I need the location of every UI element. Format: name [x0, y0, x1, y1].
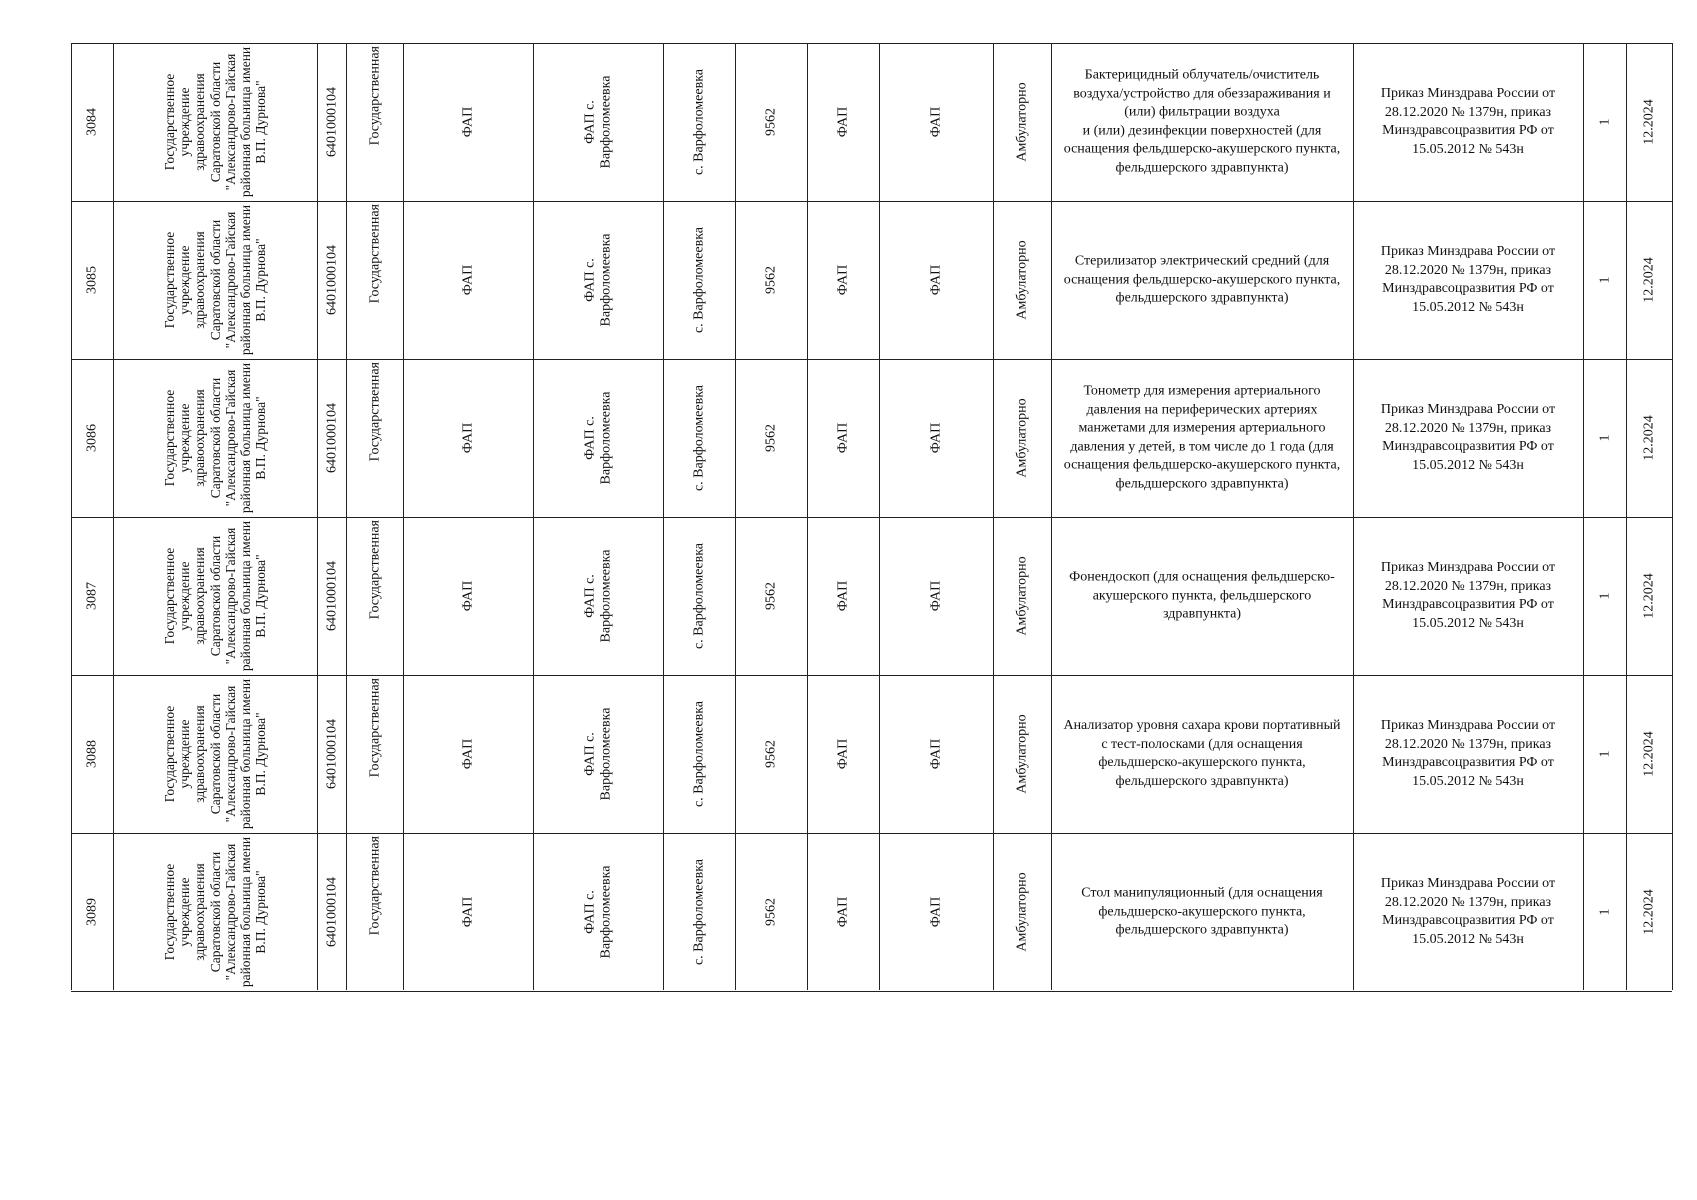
cell-quantity-text: 1 [1596, 434, 1612, 442]
cell-equipment-text: Бактерицидный облучатель/очиститель воздуха/устройство для обеззараживания и (или) фильтрации воздуха и (или) дезинфекции поверхностей (для оснащения фельдшерско-акушерского пункта, фельдшерского здравпункта) [1063, 67, 1341, 175]
grid-horizontal-line [71, 517, 1672, 518]
cell-type-3 [879, 43, 993, 201]
cell-ownership-text: Государственная [366, 362, 382, 462]
cell-number [71, 359, 113, 517]
cell-organization-text: Государственное учреждение здравоохранения Саратовской области "Александрово-Гайская районная больница имени В.П. Дурнова" [161, 204, 269, 356]
cell-equipment-text: Тонометр для измерения артериального давления на периферических артериях манжетами для измерения артериального давления у детей, в том числе до 1 года (для оснащения фельдшерско-акушерского пункта, фельдшерского здравпункта) [1063, 383, 1341, 491]
cell-quantity [1583, 517, 1626, 675]
grid-horizontal-line [71, 43, 1672, 44]
cell-organization-text: Государственное учреждение здравоохранения Саратовской области "Александрово-Гайская районная больница имени В.П. Дурнова" [161, 362, 269, 514]
table-row [71, 833, 1672, 991]
cell-locality [663, 201, 735, 359]
cell-type-2-text: ФАП [835, 896, 851, 928]
cell-order [1353, 517, 1583, 675]
cell-number-text: 3089 [84, 898, 100, 926]
cell-organization [113, 517, 317, 675]
cell-type-3 [879, 201, 993, 359]
cell-type-3 [879, 517, 993, 675]
cell-type-2-text: ФАП [835, 264, 851, 296]
cell-quantity [1583, 43, 1626, 201]
cell-unit-name [533, 43, 663, 201]
cell-quantity-text: 1 [1596, 118, 1612, 126]
cell-date-text: 12.2024 [1641, 731, 1657, 777]
cell-type-2 [807, 833, 879, 991]
cell-ownership-text: Государственная [366, 836, 382, 936]
cell-code [735, 517, 807, 675]
cell-type-2 [807, 359, 879, 517]
cell-equipment [1051, 201, 1353, 359]
cell-ownership [346, 833, 403, 991]
cell-unit-name-text: ФАП с. Варфоломеевка [582, 865, 613, 959]
cell-type-2 [807, 517, 879, 675]
cell-ownership [346, 43, 403, 201]
cell-quantity [1583, 359, 1626, 517]
cell-unit-type [403, 201, 533, 359]
cell-unit-name [533, 201, 663, 359]
cell-type-3-text: ФАП [928, 738, 944, 770]
cell-code-text: 9562 [763, 582, 779, 610]
cell-date [1626, 43, 1672, 201]
cell-care-form-text: Амбулаторно [1014, 714, 1030, 794]
cell-code [735, 833, 807, 991]
cell-code-text: 9562 [763, 108, 779, 136]
cell-unit-type-text: ФАП [460, 896, 476, 928]
grid-vertical-line [1672, 43, 1673, 990]
cell-order-text: Приказ Минздрава России от 28.12.2020 № 1379н, приказ Минздравсоцразвития РФ от 15.05.2012 № 543н [1380, 718, 1556, 789]
cell-locality-text: с. Варфоломеевка [691, 68, 707, 176]
cell-date [1626, 359, 1672, 517]
cell-type-2-text: ФАП [835, 738, 851, 770]
cell-unit-name-text: ФАП с. Варфоломеевка [582, 391, 613, 485]
cell-inn [317, 201, 346, 359]
cell-date-text: 12.2024 [1641, 573, 1657, 619]
cell-number-text: 3085 [84, 266, 100, 294]
cell-locality [663, 517, 735, 675]
table-row [71, 517, 1672, 675]
cell-quantity [1583, 201, 1626, 359]
cell-equipment-text: Стерилизатор электрический средний (для оснащения фельдшерско-акушерского пункта, фельдшерского здравпункта) [1063, 253, 1341, 306]
grid-horizontal-line [71, 833, 1672, 834]
cell-code-text: 9562 [763, 266, 779, 294]
cell-date-text: 12.2024 [1641, 415, 1657, 461]
cell-organization-text: Государственное учреждение здравоохранения Саратовской области "Александрово-Гайская районная больница имени В.П. Дурнова" [161, 836, 269, 988]
cell-equipment [1051, 359, 1353, 517]
cell-number [71, 833, 113, 991]
cell-quantity [1583, 675, 1626, 833]
cell-locality-text: с. Варфоломеевка [691, 542, 707, 650]
table-row [71, 43, 1672, 201]
cell-care-form-text: Амбулаторно [1014, 872, 1030, 952]
cell-unit-type [403, 359, 533, 517]
cell-equipment-text: Стол манипуляционный (для оснащения фельдшерско-акушерского пункта, фельдшерского здравпункта) [1081, 885, 1323, 938]
cell-organization [113, 359, 317, 517]
cell-inn-text: 6401000104 [323, 403, 339, 473]
cell-equipment-text: Фонендоскоп (для оснащения фельдшерско-акушерского пункта, фельдшерского здравпункта) [1069, 569, 1335, 622]
cell-organization [113, 833, 317, 991]
cell-inn-text: 6401000104 [323, 245, 339, 315]
cell-type-2 [807, 675, 879, 833]
cell-care-form-text: Амбулаторно [1014, 240, 1030, 320]
cell-order [1353, 359, 1583, 517]
cell-care-form-text: Амбулаторно [1014, 398, 1030, 478]
grid-horizontal-line [71, 991, 1672, 992]
cell-equipment [1051, 43, 1353, 201]
cell-type-3-text: ФАП [928, 896, 944, 928]
cell-care-form [993, 201, 1051, 359]
cell-date [1626, 517, 1672, 675]
cell-unit-name [533, 833, 663, 991]
table-row [71, 675, 1672, 833]
cell-type-3 [879, 359, 993, 517]
cell-ownership-text: Государственная [366, 46, 382, 146]
cell-organization [113, 43, 317, 201]
cell-inn-text: 6401000104 [323, 561, 339, 631]
cell-code [735, 43, 807, 201]
cell-inn [317, 675, 346, 833]
cell-unit-type [403, 43, 533, 201]
cell-type-3-text: ФАП [928, 106, 944, 138]
cell-order-text: Приказ Минздрава России от 28.12.2020 № 1379н, приказ Минздравсоцразвития РФ от 15.05.2012 № 543н [1380, 244, 1556, 315]
cell-number-text: 3088 [84, 740, 100, 768]
cell-date-text: 12.2024 [1641, 99, 1657, 145]
cell-code-text: 9562 [763, 898, 779, 926]
cell-inn-text: 6401000104 [323, 87, 339, 157]
cell-equipment [1051, 517, 1353, 675]
cell-ownership-text: Государственная [366, 520, 382, 620]
cell-date-text: 12.2024 [1641, 257, 1657, 303]
cell-unit-type-text: ФАП [460, 106, 476, 138]
cell-care-form-text: Амбулаторно [1014, 556, 1030, 636]
cell-code-text: 9562 [763, 740, 779, 768]
cell-locality-text: с. Варфоломеевка [691, 700, 707, 808]
cell-care-form [993, 359, 1051, 517]
cell-number [71, 517, 113, 675]
cell-unit-name [533, 675, 663, 833]
cell-organization-text: Государственное учреждение здравоохранения Саратовской области "Александрово-Гайская районная больница имени В.П. Дурнова" [161, 46, 269, 198]
cell-quantity-text: 1 [1596, 592, 1612, 600]
cell-care-form-text: Амбулаторно [1014, 82, 1030, 162]
cell-type-3-text: ФАП [928, 422, 944, 454]
cell-type-3 [879, 675, 993, 833]
cell-unit-type [403, 517, 533, 675]
cell-type-2 [807, 43, 879, 201]
cell-ownership-text: Государственная [366, 204, 382, 304]
cell-organization-text: Государственное учреждение здравоохранения Саратовской области "Александрово-Гайская районная больница имени В.П. Дурнова" [161, 678, 269, 830]
cell-code-text: 9562 [763, 424, 779, 452]
grid-horizontal-line [71, 201, 1672, 202]
cell-unit-name-text: ФАП с. Варфоломеевка [582, 233, 613, 327]
cell-type-3-text: ФАП [928, 580, 944, 612]
cell-type-3-text: ФАП [928, 264, 944, 296]
cell-equipment [1051, 675, 1353, 833]
table-row [71, 201, 1672, 359]
cell-number [71, 201, 113, 359]
cell-ownership [346, 201, 403, 359]
cell-order [1353, 43, 1583, 201]
cell-code [735, 359, 807, 517]
cell-code [735, 675, 807, 833]
cell-inn [317, 517, 346, 675]
cell-locality-text: с. Варфоломеевка [691, 226, 707, 334]
cell-unit-type [403, 675, 533, 833]
cell-inn [317, 43, 346, 201]
cell-ownership-text: Государственная [366, 678, 382, 778]
grid-horizontal-line [71, 359, 1672, 360]
cell-number-text: 3086 [84, 424, 100, 452]
cell-inn-text: 6401000104 [323, 719, 339, 789]
cell-care-form [993, 675, 1051, 833]
cell-equipment [1051, 833, 1353, 991]
cell-ownership [346, 359, 403, 517]
cell-organization [113, 675, 317, 833]
cell-locality [663, 833, 735, 991]
cell-number-text: 3084 [84, 108, 100, 136]
cell-unit-name-text: ФАП с. Варфоломеевка [582, 549, 613, 643]
cell-date [1626, 201, 1672, 359]
cell-locality [663, 675, 735, 833]
cell-order [1353, 833, 1583, 991]
cell-quantity [1583, 833, 1626, 991]
cell-type-3 [879, 833, 993, 991]
cell-unit-type-text: ФАП [460, 580, 476, 612]
cell-unit-name [533, 517, 663, 675]
cell-care-form [993, 517, 1051, 675]
cell-ownership [346, 517, 403, 675]
cell-order [1353, 201, 1583, 359]
cell-type-2 [807, 201, 879, 359]
cell-order [1353, 675, 1583, 833]
cell-order-text: Приказ Минздрава России от 28.12.2020 № 1379н, приказ Минздравсоцразвития РФ от 15.05.2012 № 543н [1380, 876, 1556, 947]
cell-unit-name-text: ФАП с. Варфоломеевка [582, 707, 613, 801]
cell-organization-text: Государственное учреждение здравоохранения Саратовской области "Александрово-Гайская районная больница имени В.П. Дурнова" [161, 520, 269, 672]
cell-care-form [993, 43, 1051, 201]
cell-unit-name-text: ФАП с. Варфоломеевка [582, 75, 613, 169]
cell-care-form [993, 833, 1051, 991]
cell-type-2-text: ФАП [835, 106, 851, 138]
cell-inn [317, 359, 346, 517]
cell-order-text: Приказ Минздрава России от 28.12.2020 № 1379н, приказ Минздравсоцразвития РФ от 15.05.2012 № 543н [1380, 402, 1556, 473]
cell-quantity-text: 1 [1596, 276, 1612, 284]
cell-ownership [346, 675, 403, 833]
table-row [71, 359, 1672, 517]
cell-type-2-text: ФАП [835, 422, 851, 454]
cell-number [71, 43, 113, 201]
cell-date-text: 12.2024 [1641, 889, 1657, 935]
cell-unit-name [533, 359, 663, 517]
cell-locality [663, 43, 735, 201]
cell-unit-type-text: ФАП [460, 264, 476, 296]
cell-type-2-text: ФАП [835, 580, 851, 612]
cell-code [735, 201, 807, 359]
cell-number [71, 675, 113, 833]
cell-number-text: 3087 [84, 582, 100, 610]
cell-locality-text: с. Варфоломеевка [691, 384, 707, 492]
cell-organization [113, 201, 317, 359]
cell-inn-text: 6401000104 [323, 877, 339, 947]
cell-unit-type-text: ФАП [460, 738, 476, 770]
cell-quantity-text: 1 [1596, 908, 1612, 916]
cell-locality [663, 359, 735, 517]
cell-quantity-text: 1 [1596, 750, 1612, 758]
cell-inn [317, 833, 346, 991]
cell-order-text: Приказ Минздрава России от 28.12.2020 № 1379н, приказ Минздравсоцразвития РФ от 15.05.2012 № 543н [1380, 86, 1556, 157]
cell-order-text: Приказ Минздрава России от 28.12.2020 № 1379н, приказ Минздравсоцразвития РФ от 15.05.2012 № 543н [1380, 560, 1556, 631]
cell-date [1626, 833, 1672, 991]
cell-date [1626, 675, 1672, 833]
cell-unit-type [403, 833, 533, 991]
cell-locality-text: с. Варфоломеевка [691, 858, 707, 966]
grid-horizontal-line [71, 675, 1672, 676]
cell-unit-type-text: ФАП [460, 422, 476, 454]
cell-equipment-text: Анализатор уровня сахара крови портативный с тест-полосками (для оснащения фельдшерско-акушерского пункта, фельдшерского здравпункта) [1063, 718, 1341, 789]
